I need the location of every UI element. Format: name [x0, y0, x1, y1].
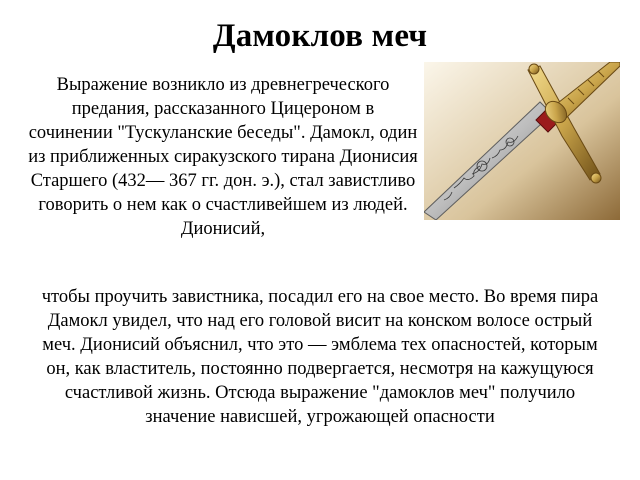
page-title: Дамоклов меч	[212, 18, 428, 54]
sword-image	[424, 62, 620, 220]
paragraph-top: Выражение возникло из древнегреческого предания, рассказанного Цицероном в сочинении "Тускуланские беседы". Дамокл, один из приближенных сиракузского тирана Дионисия Старшего (432— 367 гг. дон. э.), стал завистливо говорить о нем как о счастливейшем из людей. Дионисий,	[28, 75, 418, 239]
crossguard-tip-bottom	[591, 173, 601, 183]
crossguard-tip-top	[529, 64, 539, 74]
paragraph-bottom: чтобы проучить завистника, посадил его на свое место. Во время пира Дамокл увидел, что над его головой висит на конском волосе острый меч. Дионисий объяснил, что это — эмблема тех опасностей, которым он, как властитель, постоянно подвергается, несмотря на кажущуюся счастливой жизнь. Отсюда выражение "дамоклов меч" получило значение нависшей, угрожающей опасности	[41, 287, 599, 427]
sword-illustration	[424, 62, 620, 220]
